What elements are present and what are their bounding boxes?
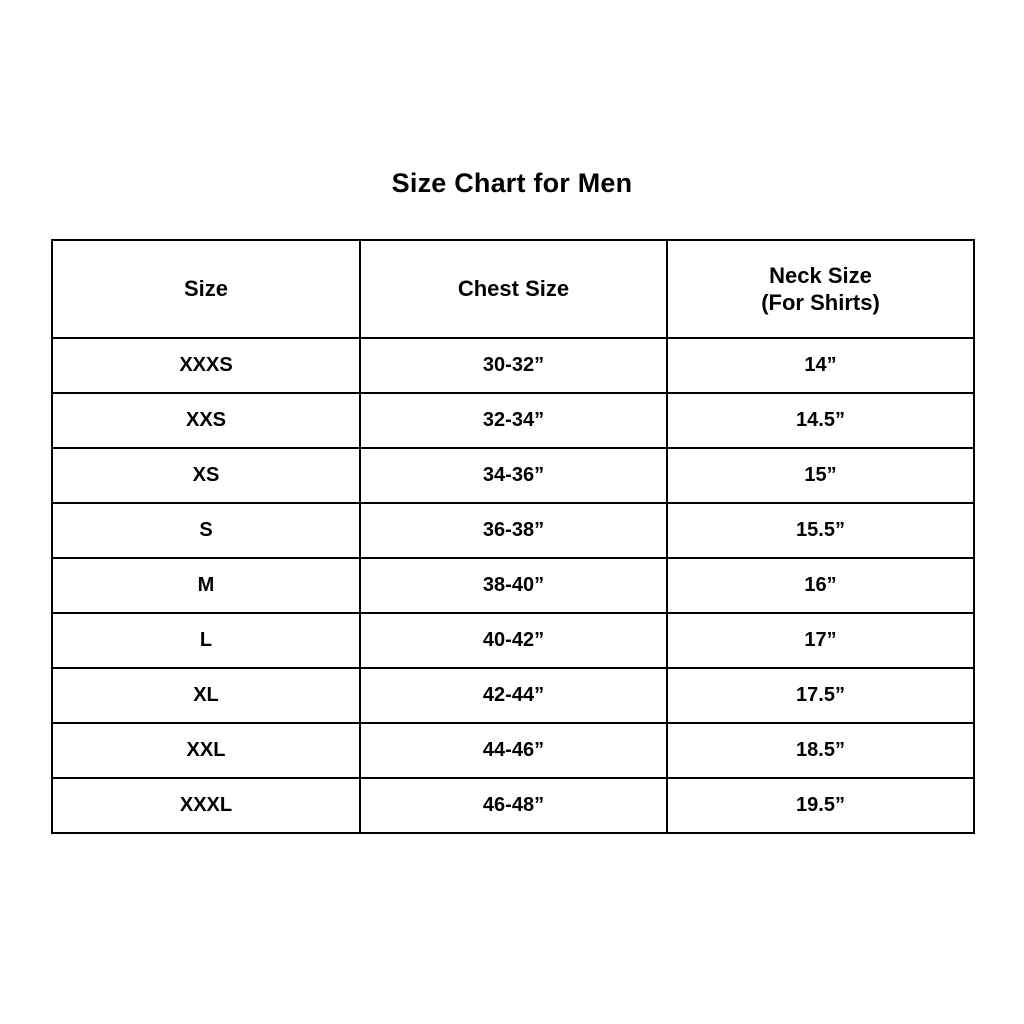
cell-neck: 17”: [667, 613, 974, 668]
cell-chest: 30-32”: [360, 338, 667, 393]
cell-neck: 15”: [667, 448, 974, 503]
cell-chest: 32-34”: [360, 393, 667, 448]
table-row: [52, 778, 974, 833]
table-row: [52, 503, 974, 558]
cell-chest: 46-48”: [360, 778, 667, 833]
column-header-neck-label: Neck Size: [769, 262, 872, 288]
cell-size: XXL: [52, 723, 360, 778]
cell-neck: 18.5”: [667, 723, 974, 778]
cell-size: XS: [52, 448, 360, 503]
cell-neck: 17.5”: [667, 668, 974, 723]
cell-size: M: [52, 558, 360, 613]
table-body: [52, 338, 974, 833]
cell-size: XL: [52, 668, 360, 723]
column-header-size: [52, 240, 360, 338]
table-row: [52, 723, 974, 778]
cell-chest: 36-38”: [360, 503, 667, 558]
cell-size: S: [52, 503, 360, 558]
table-row: [52, 393, 974, 448]
table-row: [52, 558, 974, 613]
cell-neck: 19.5”: [667, 778, 974, 833]
cell-chest: 42-44”: [360, 668, 667, 723]
column-header-chest: [360, 240, 667, 338]
column-header-neck: [667, 240, 974, 338]
table-row: [52, 338, 974, 393]
column-header-neck-sublabel: (For Shirts): [761, 290, 880, 315]
cell-neck: 14”: [667, 338, 974, 393]
table-row: [52, 613, 974, 668]
cell-chest: 34-36”: [360, 448, 667, 503]
cell-size: XXXS: [52, 338, 360, 393]
column-header-size-label: Size: [183, 276, 229, 302]
cell-chest: 44-46”: [360, 723, 667, 778]
column-header-chest-label: Chest Size: [457, 276, 570, 302]
cell-size: XXS: [52, 393, 360, 448]
cell-neck: 15.5”: [667, 503, 974, 558]
table-row: [52, 448, 974, 503]
table-row: [52, 668, 974, 723]
cell-neck: 16”: [667, 558, 974, 613]
cell-size: L: [52, 613, 360, 668]
cell-size: XXXL: [52, 778, 360, 833]
cell-chest: 38-40”: [360, 558, 667, 613]
page-title: Size Chart for Men: [391, 168, 633, 198]
cell-chest: 40-42”: [360, 613, 667, 668]
cell-neck: 14.5”: [667, 393, 974, 448]
size-chart-table: [51, 239, 975, 834]
table-header-row: [52, 240, 974, 338]
table-header: [52, 240, 974, 338]
